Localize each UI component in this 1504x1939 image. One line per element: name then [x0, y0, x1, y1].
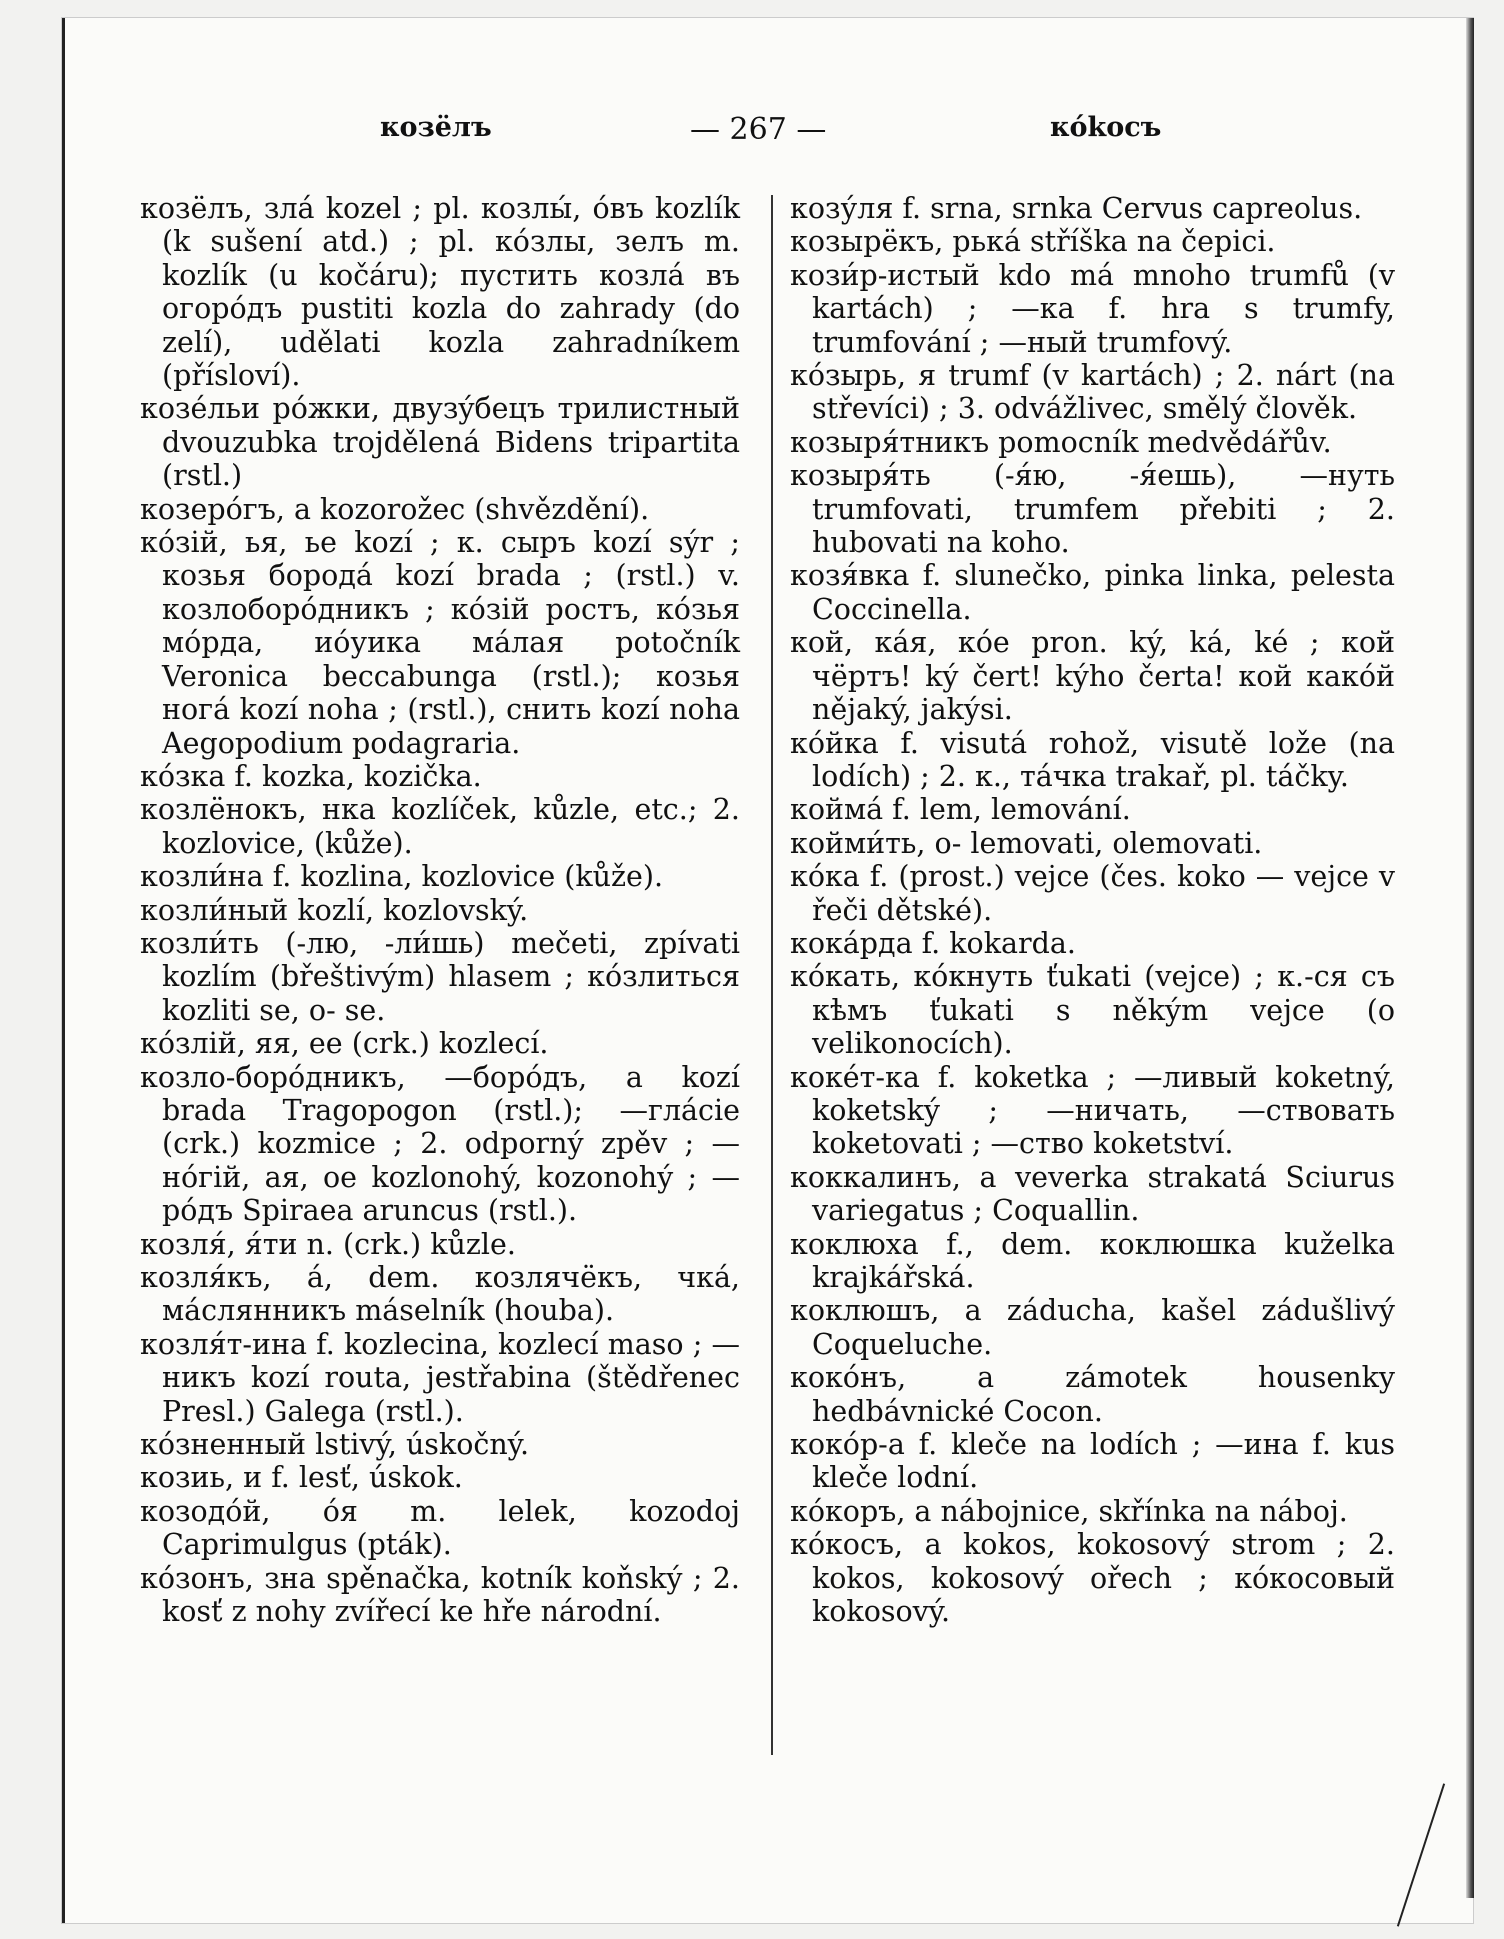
running-header [140, 112, 1390, 152]
dictionary-entry: козиь, и f. lesť, úskok. [140, 1461, 463, 1495]
dictionary-entry: козлёнокъ, нка kozlíček, kůzle, etc.; 2. kozlovice, (kůže). [140, 793, 740, 860]
page-edge [1466, 18, 1474, 1898]
dictionary-entry: коймá f. lem, lemování. [790, 793, 1131, 827]
dictionary-entry: кокáрда f. kokarda. [790, 926, 1076, 960]
dictionary-entry: козыря́ть (-я́ю, -я́ешь), —нуть trumfovati, trumfem přebiti ; 2. hubovati na koho. [790, 459, 1395, 560]
page-number: — 267 — [690, 112, 827, 147]
dictionary-entry: кóкать, кóкнуть ťukati (vejce) ; к.-ся съ кѣмъ ťukati s někým vejce (o velikonocích). [790, 960, 1395, 1061]
left-column [140, 192, 740, 1628]
dictionary-entry: кóзырь, я trumf (v kartách) ; 2. nárt (na střevíci) ; 3. odvážlivec, smělý člověk. [790, 359, 1395, 426]
dictionary-entry: кóйка f. visutá rohož, visutě lože (na lodích) ; 2. к., тáчка trakař, pl. táčky. [790, 726, 1395, 793]
dictionary-entry: коклюха f., dem. коклюшка kuželka krajkářská. [790, 1227, 1395, 1294]
dictionary-entry: коклюшъ, а záducha, kašel zádušlivý Coqueluche. [790, 1294, 1395, 1361]
dictionary-entry: козли́ть (-лю, -ли́шь) mečeti, zpívati kozlím (břeštivým) hlasem ; кóзлиться kozliti se, o- se. [140, 926, 740, 1027]
dictionary-entry: козéльи рóжки, двузýбецъ трилистный dvouzubka trojdělená Bidens tripartita (rstl.) [140, 392, 740, 493]
dictionary-entry: кóкосъ, а kokos, kokosový strom ; 2. kokos, kokosový ořech ; кóкосовый kokosový. [790, 1528, 1395, 1629]
dictionary-entry: кози́р-истый kdo má mnoho trumfů (v kartách) ; —ка f. hra s trumfy, trumfování ; —ный trumfový. [790, 258, 1395, 359]
dictionary-entry: койми́ть, о- lemovati, olemovati. [790, 826, 1263, 860]
dictionary-entry: козя́вка f. slunečko, pinka linka, pelesta Coccinella. [790, 559, 1395, 626]
column-divider [771, 195, 773, 1755]
dictionary-entry: козли́ный kozlí, kozlovský. [140, 893, 529, 927]
dictionary-entry: козырёкъ, рькá stříška na čepici. [790, 225, 1276, 259]
header-left-guide-word: козёлъ [380, 112, 492, 143]
dictionary-entry: кóкоръ, а nábojnice, skřínka na nábој. [790, 1494, 1348, 1528]
dictionary-entry: коккалинъ, а veverka strakatá Sciurus variegatus ; Coquallin. [790, 1160, 1395, 1228]
dictionary-entry: козля́къ, á, dem. козлячёкъ, чкá, мáслянникъ máselník (houba). [140, 1261, 740, 1328]
dictionary-entry: кóзлій, яя, ее (crk.) kozlecí. [140, 1027, 549, 1061]
dictionary-entry: кóка f. (prost.) vejce (čes. koko — vejce v řeči dětské). [790, 860, 1395, 927]
dictionary-entry: кокéт-ка f. koketka ; —ливый koketný, koketský ; —ничать, —ствовать koketovati ; —ство koketství. [790, 1060, 1395, 1161]
dictionary-entry: козодóй, óя m. lelek, kozodoj Caprimulgus (pták). [140, 1494, 740, 1562]
dictionary-entry: кóзка f. kozka, kozička. [140, 759, 482, 793]
dictionary-entry: козли́на f. kozlina, kozlovice (kůže). [140, 860, 664, 894]
dictionary-entry: козёлъ, злá kozel ; pl. козлы́, óвъ kozlík (k sušení atd.) ; pl. кóзлы, зелъ m. kozlík (u kočáru); пустить козлá въ огорóдъ pustiti kozla do zahrady (do zelí), udělati kozla zahradníkem (přísloví). [140, 192, 740, 393]
header-right-guide-word: кókocъ [1050, 112, 1162, 143]
right-column [790, 192, 1395, 1628]
dictionary-entry: козерóгъ, а kozorožec (shvězdění). [140, 492, 650, 526]
dictionary-entry: козу́ля f. srna, srnka Cervus capreolus. [790, 192, 1363, 225]
dictionary-entry: козля́т-ина f. kozlecina, kozlecí maso ; —никъ kozí routa, jestřabina (štědřenec Presl.) Galega (rstl.). [140, 1327, 740, 1428]
dictionary-entry: козля́, я́ти n. (crk.) kůzle. [140, 1227, 516, 1261]
dictionary-entry: кóзонъ, зна spěnačka, kotník koňský ; 2. kosť z nohy zvířecí ke hře národní. [140, 1561, 740, 1629]
dictionary-entry: кой, кáя, кóе pron. ký, ká, ké ; кой чёртъ! ký čert! kýho čerta! кой какóй nějaký, jakýsi. [790, 626, 1395, 727]
dictionary-entry: кóзненный lstivý, úskočný. [140, 1428, 530, 1462]
dictionary-entry: козло-борóдникъ, —борóдъ, a kozí brada Tragopogon (rstl.); —глáсіе (crk.) kozmice ; 2. odporný zpěv ; —нóгій, ая, ое kozlonohý, kozonohý ; —рóдъ Spiraea aruncus (rstl.). [140, 1060, 740, 1228]
dictionary-entry: кокóнъ, а zámotek housenky hedbávnické Cocon. [790, 1361, 1395, 1428]
dictionary-entry: кóзій, ья, ье kozí ; к. сыръ kozí sýr ; козья бородá kozí brada ; (rstl.) v. козлобopóдникъ ; кóзій ростъ, кóзья мóрда, иóуика мáлая potočník Veronica beccabunga (rstl.); козья ногá kozí noha ; (rstl.), снить kozí noha Aegopodium podagraria. [140, 526, 740, 760]
dictionary-entry: кокóр-а f. kleče na lodích ; —ина f. kus kleče lodní. [790, 1428, 1395, 1495]
dictionary-entry: козыря́тникъ pomocník medvědářův. [790, 425, 1332, 459]
